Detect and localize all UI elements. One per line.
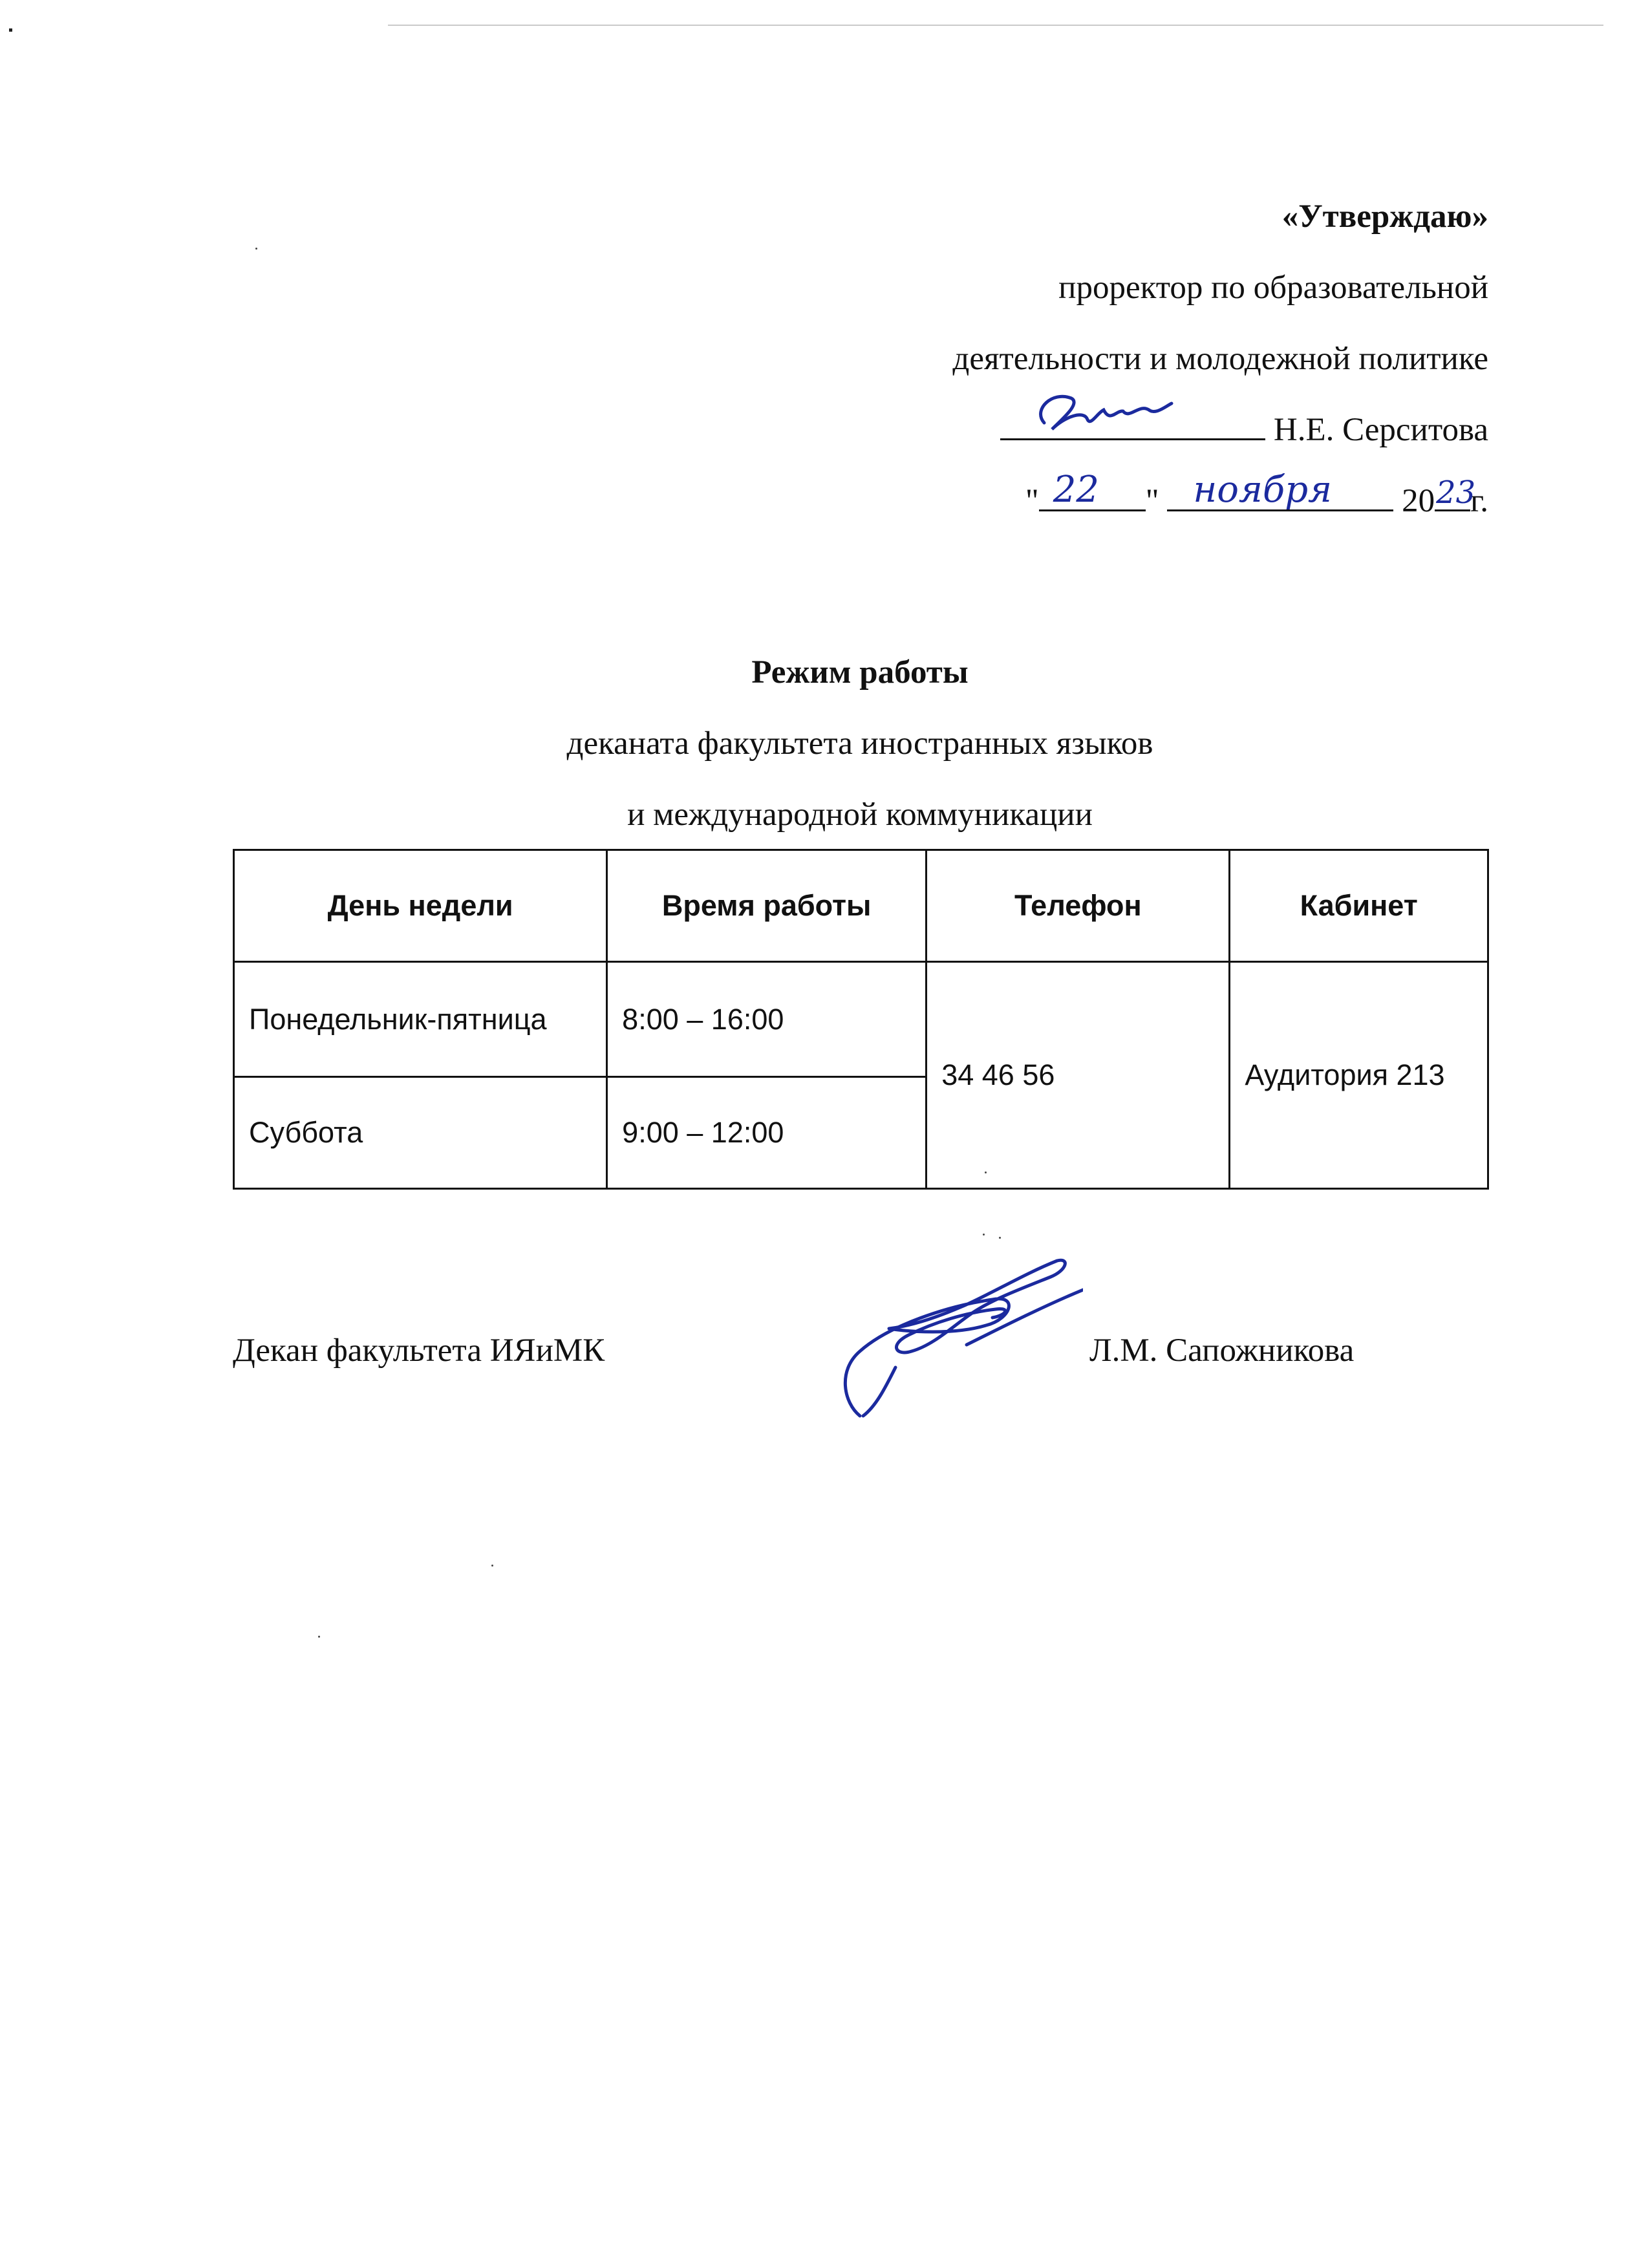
- approval-name: Н.Е. Серситова: [1273, 412, 1488, 448]
- date-open-quote: ": [1025, 483, 1039, 519]
- date-day: 22: [1053, 469, 1100, 511]
- schedule-title: Режим работы: [751, 654, 969, 690]
- approval-title: «Утверждаю»: [1281, 198, 1488, 235]
- table-header-row: [234, 850, 1488, 962]
- header-time: Время работы: [607, 850, 927, 962]
- approval-date-line: [648, 465, 1488, 537]
- scan-speck: [318, 1636, 320, 1638]
- cell-day: Суббота: [234, 1077, 607, 1189]
- header-room: Кабинет: [1230, 850, 1488, 962]
- approval-signature-line: [648, 394, 1488, 465]
- date-month-blank: [1167, 469, 1393, 511]
- schedule-table: [233, 849, 1489, 1190]
- year-prefix: 20: [1402, 483, 1435, 519]
- cell-day: Понедельник-пятница: [234, 962, 607, 1077]
- scan-speck: [999, 1237, 1001, 1239]
- cell-time: 8:00 – 16:00: [607, 962, 927, 1077]
- approval-signature-blank: [1000, 409, 1265, 440]
- table-row: [234, 962, 1488, 1077]
- date-close-quote: ": [1145, 483, 1159, 519]
- year-suffix: 23: [1436, 475, 1476, 511]
- schedule-subtitle-line-1: деканата факультета иностранных языков: [566, 725, 1153, 762]
- year-blank: [1435, 475, 1476, 511]
- approval-position-line-1: проректор по образовательной: [1058, 270, 1488, 306]
- cell-room: Аудитория 213: [1230, 962, 1488, 1189]
- scan-edge-line: [388, 25, 1603, 26]
- dean-signature: [798, 1254, 1083, 1422]
- schedule-subtitle-line-2: и международной коммуникации: [627, 797, 1093, 833]
- scan-speck: [983, 1234, 985, 1236]
- schedule-heading: [233, 637, 1487, 850]
- dean-name: Л.М. Сапожникова: [1089, 1332, 1355, 1369]
- approval-position-line-2: деятельности и молодежной политике: [952, 341, 1488, 377]
- approval-block: [648, 181, 1488, 537]
- header-day: День недели: [234, 850, 607, 962]
- date-month: ноября: [1193, 469, 1333, 511]
- scan-speck: [491, 1565, 493, 1567]
- cell-time: 9:00 – 12:00: [607, 1077, 927, 1189]
- cell-phone: 34 46 56: [927, 962, 1230, 1189]
- scan-corner-mark: [9, 28, 12, 32]
- approval-signature: [1026, 384, 1175, 442]
- header-phone: Телефон: [927, 850, 1230, 962]
- year-unit: г.: [1470, 483, 1488, 519]
- date-day-blank: [1039, 469, 1146, 511]
- scan-speck: [255, 248, 257, 250]
- dean-title: Декан факультета ИЯиМК: [233, 1332, 605, 1369]
